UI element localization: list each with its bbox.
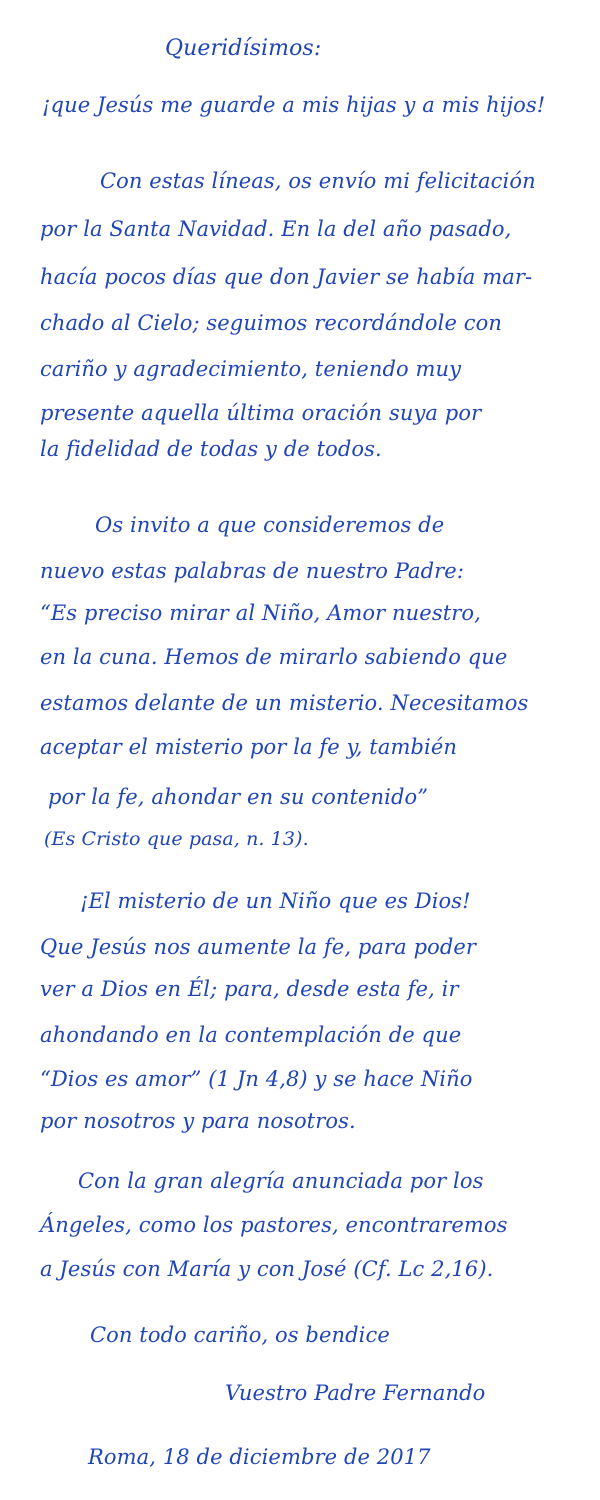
paragraph-line: Con la gran alegría anunciada por los — [78, 1169, 484, 1193]
paragraph-line: presente aquella última oración suya por — [40, 401, 482, 425]
quote-line: aceptar el misterio por la fe y, también — [40, 735, 457, 759]
quote-line: en la cuna. Hemos de mirarlo sabiendo que — [40, 645, 508, 669]
salutation: Queridísimos: — [165, 36, 322, 61]
quote-citation: (Es Cristo que pasa, n. 13). — [44, 828, 309, 850]
paragraph-line: hacía pocos días que don Javier se había mar- — [40, 265, 533, 289]
paragraph-line: Os invito a que consideremos de — [95, 513, 445, 537]
paragraph-line: chado al Cielo; seguimos recordándole con — [40, 311, 503, 335]
paragraph-line: cariño y agradecimiento, teniendo muy — [40, 357, 462, 381]
paragraph-line: la fidelidad de todas y de todos. — [40, 437, 382, 461]
paragraph-line: Ángeles, como los pastores, encontraremos — [40, 1213, 508, 1237]
signature: Vuestro Padre Fernando — [225, 1381, 486, 1405]
paragraph-line: “Dios es amor” (1 Jn 4,8) y se hace Niño — [40, 1067, 473, 1091]
paragraph-line: por nosotros y para nosotros. — [40, 1109, 356, 1133]
quote-line: “Es preciso mirar al Niño, Amor nuestro, — [40, 601, 481, 625]
paragraph-line: por la Santa Navidad. En la del año pasado, — [40, 217, 512, 241]
date-line: Roma, 18 de diciembre de 2017 — [88, 1445, 431, 1469]
paragraph-line: nuevo estas palabras de nuestro Padre: — [40, 559, 465, 583]
paragraph-line: Que Jesús nos aumente la fe, para poder — [40, 935, 477, 959]
quote-line: por la fe, ahondar en su contenido” — [48, 785, 429, 809]
paragraph-line: ¡El misterio de un Niño que es Dios! — [80, 889, 471, 913]
closing-line: Con todo cariño, os bendice — [90, 1323, 390, 1347]
quote-line: estamos delante de un misterio. Necesitamos — [40, 691, 529, 715]
paragraph-line: Con estas líneas, os envío mi felicitación — [100, 169, 536, 193]
paragraph-line: ver a Dios en Él; para, desde esta fe, ir — [40, 977, 459, 1001]
opening-blessing: ¡que Jesús me guarde a mis hijas y a mis hijos! — [42, 93, 546, 117]
paragraph-line: ahondando en la contemplación de que — [40, 1023, 462, 1047]
paragraph-line: a Jesús con María y con José (Cf. Lc 2,16). — [40, 1257, 494, 1281]
